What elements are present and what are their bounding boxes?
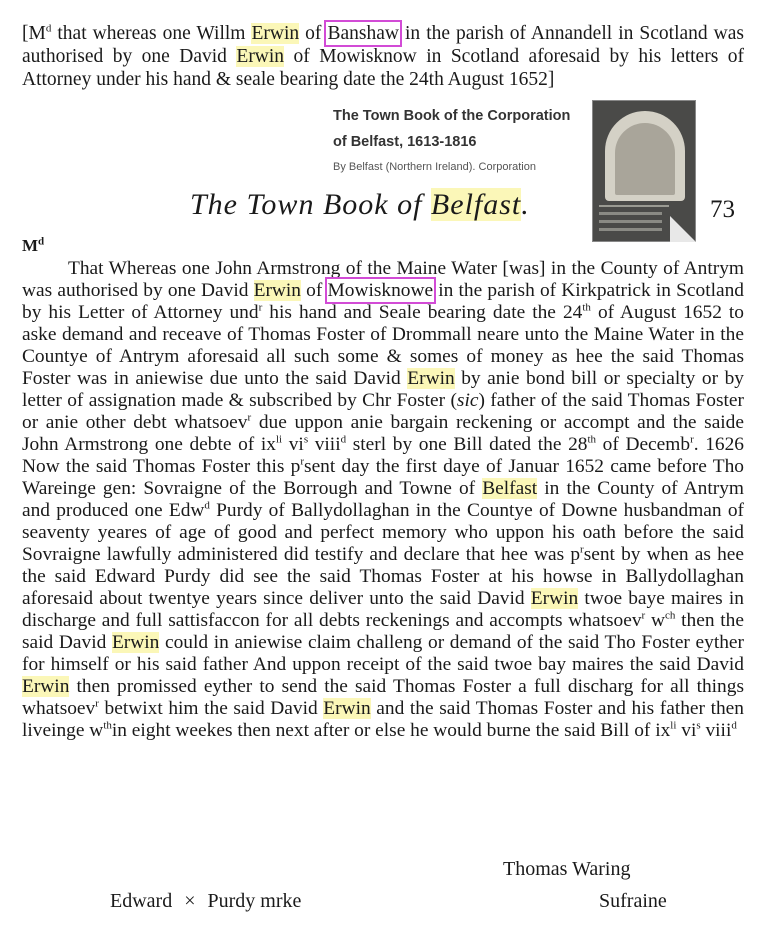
- text: betwixt him the said David: [98, 698, 324, 719]
- superscript: li: [670, 719, 677, 732]
- superscript: d: [340, 433, 347, 446]
- text: twoe baye maires in discharge and full sattisfaccon for all debts reckenings and accompts whatsoev: [22, 588, 744, 631]
- text: sent day the first daye of Januar 1652 came before Tho Wareinge gen: Sovraigne of the Borrough and Towne of: [22, 456, 744, 499]
- superscript: d: [45, 22, 52, 35]
- book-info: [333, 103, 583, 173]
- text: The Town Book of: [190, 188, 431, 221]
- text: viii: [700, 720, 732, 741]
- text: Purdy of Ballydollaghan in the Countye of Downe husbandman of seaventy yeares of age of good and perfect memory who uppon his oath before the said Sovraigne lawfully administered did testify and declare that hee was p: [22, 500, 744, 565]
- book-author: By Belfast (Northern Ireland). Corporation: [333, 161, 536, 173]
- text: w: [645, 610, 665, 631]
- superscript: r: [247, 411, 252, 424]
- top-paragraph: [22, 22, 744, 91]
- boxed-mowisknowe: Mowisknowe: [327, 280, 434, 301]
- text: could in aniewise claim challeng or demand of the said Tho Foster eyther for himself or his said father And uppon receipt of the said twoe bay maires the said David: [22, 632, 744, 675]
- text: sterl by one Bill dated the 28: [346, 434, 588, 455]
- highlight-erwin: Erwin: [253, 280, 301, 301]
- text: then the said David: [22, 610, 744, 653]
- text: then promissed eyther to send the said Thomas Foster a full discharg for all things whatsoev: [22, 676, 744, 719]
- text: vi: [676, 720, 697, 741]
- book-title[interactable]: [333, 103, 583, 155]
- text: of August 1652 to aske demand and receave of Thomas Foster of Drommall neare unto the Maine Water in the Countye of Antrym aforesaid all such some & somes of money as hee the said Thomas Foster was in aniewise due unto the said David: [22, 302, 745, 389]
- body-paragraph: [22, 258, 744, 742]
- page-curl-icon: [670, 216, 696, 242]
- text: of Mowisknow in Scotland aforesaid by his letters of Attorney under his hand & seale bearing date the 24th August 1652]: [22, 46, 745, 90]
- text: of: [299, 23, 328, 44]
- cover-arch-inner: [615, 123, 675, 195]
- text: in the parish of Kirkpatrick in Scotland by his Letter of Attorney und: [22, 280, 744, 323]
- book-cover-thumbnail[interactable]: [592, 100, 696, 242]
- superscript: r: [95, 697, 99, 710]
- page-number: 73: [710, 196, 735, 223]
- highlight-erwin: Erwin: [111, 632, 160, 653]
- superscript: th: [582, 301, 591, 314]
- signature-name: Thomas Waring: [503, 858, 631, 880]
- highlight-belfast: Belfast: [430, 188, 522, 221]
- text: sent by when as hee the said Edward Purdy did see the said Thomas Foster at his howse in Ballydollaghan aforesaid about twentye years since deliver unto the said David: [22, 544, 745, 609]
- highlight-erwin: Erwin: [530, 588, 579, 609]
- text: [M: [22, 23, 46, 44]
- highlight-erwin: Erwin: [407, 368, 455, 389]
- text: of: [301, 280, 328, 301]
- highlight-erwin: Erwin: [251, 23, 300, 44]
- text: that whereas one Willm: [51, 23, 252, 44]
- superscript: r: [300, 455, 305, 468]
- text: .: [521, 188, 530, 221]
- superscript: d: [204, 499, 210, 512]
- superscript: s: [303, 433, 309, 446]
- text: in eight weekes then next after or else he would burne the said Bill of ix: [111, 720, 671, 741]
- text: vi: [282, 434, 304, 455]
- text: viii: [308, 434, 341, 455]
- highlight-erwin: Erwin: [323, 698, 371, 719]
- superscript: ch: [664, 609, 676, 622]
- running-head: [190, 188, 530, 222]
- superscript: d: [38, 235, 45, 248]
- text: his hand and Seale bearing date the 24: [262, 302, 583, 323]
- book-title-line: of Belfast, 1613-1816: [333, 134, 477, 150]
- cross-mark-icon: ×: [184, 890, 196, 912]
- superscript: r: [580, 543, 584, 556]
- highlight-erwin: Erwin: [22, 676, 70, 697]
- md-label: [22, 236, 44, 256]
- text: . 1626 Now the said Thomas Foster this p: [22, 434, 744, 477]
- superscript: r: [258, 301, 263, 314]
- text: of Decemb: [596, 434, 691, 455]
- text: Edward: [110, 890, 173, 912]
- text: M: [22, 236, 39, 255]
- highlight-belfast: Belfast: [482, 478, 538, 499]
- text: in the County of Antrym and produced one Edw: [22, 478, 745, 521]
- superscript: d: [731, 719, 737, 732]
- cover-text: [599, 205, 669, 235]
- superscript: s: [696, 719, 701, 732]
- superscript: li: [275, 433, 283, 446]
- superscript: th: [103, 719, 112, 732]
- text: in the parish of Annandell in Scotland was authorised by one David: [22, 23, 744, 67]
- superscript: r: [641, 609, 646, 622]
- text: Purdy mrke: [207, 890, 302, 912]
- signature-mark: [110, 890, 301, 913]
- boxed-banshaw: Banshaw: [327, 23, 399, 44]
- text: ) father of the said Thomas Foster or anie other debt whatsoev: [22, 390, 744, 433]
- text: by anie bond bill or specialty or by letter of assignation made & subscribed by Chr Foster (: [22, 368, 744, 411]
- signature-title: Sufraine: [599, 890, 667, 912]
- superscript: th: [587, 433, 597, 446]
- superscript: r: [690, 433, 694, 446]
- text: due uppon anie bargain reckening or accompt and the saide John Armstrong one debte of ix: [22, 412, 744, 455]
- highlight-erwin: Erwin: [236, 46, 285, 67]
- book-title-line: The Town Book of the Corporation: [333, 108, 571, 124]
- text: and the said Thomas Foster and his father then liveinge w: [22, 698, 744, 741]
- text: That Whereas one John Armstrong of the Maine Water [was] in the County of Antrym was authorised by one David: [22, 258, 744, 301]
- sic-italic: sic: [456, 390, 479, 411]
